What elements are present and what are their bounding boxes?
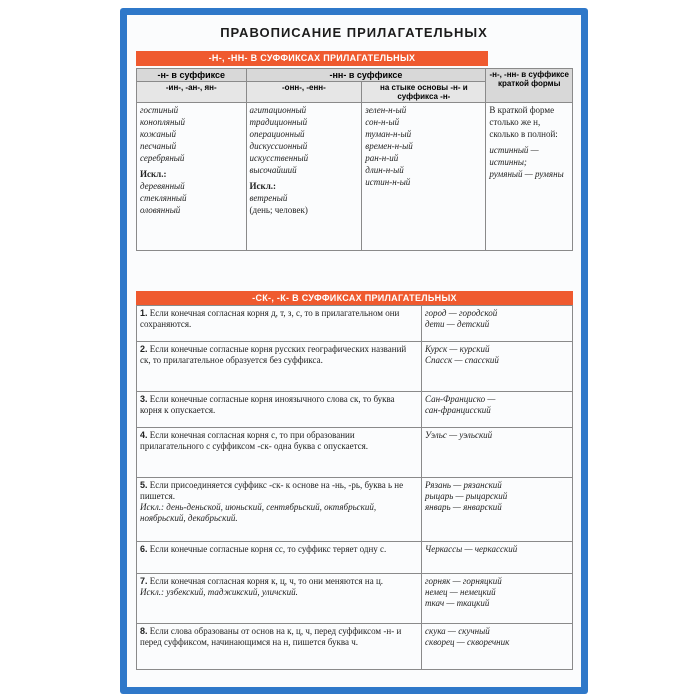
example-cell: [422, 542, 573, 574]
rule-text: Если конечная согласная корня д, т, з, с, то в прилагательном они сохраняются.: [140, 308, 400, 329]
word: высочайший: [249, 165, 297, 175]
nn-suffix-table: [136, 68, 573, 251]
table-row: [137, 624, 573, 670]
poster-sheet: [127, 15, 581, 687]
example: скворец — скворечник: [425, 637, 510, 647]
col1-cell: [137, 103, 247, 251]
section2-bar: -СК-, -К- В СУФФИКСАХ ПРИЛАГАТЕЛЬНЫХ: [136, 291, 573, 306]
example: немец — немецкий: [425, 587, 496, 597]
word: ран-н-ий: [365, 153, 399, 163]
section1-bar: -Н-, -НН- В СУФФИКСАХ ПРИЛАГАТЕЛЬНЫХ: [136, 51, 488, 66]
example-cell: [422, 428, 573, 478]
rule-number: 8.: [140, 626, 148, 636]
col1-exception-words: [140, 180, 243, 216]
col2-exceptions: [250, 180, 359, 192]
sub-header-3: на стыке основы -н- и суффикса -н-: [362, 82, 486, 103]
rule-text: Если конечная согласная корня с, то при образовании прилагательного с суффиксом -ск- одна буква с опускается.: [140, 430, 369, 451]
table-row: [137, 306, 573, 342]
example: Черкассы — черкасский: [425, 544, 518, 554]
col2-words: [250, 104, 359, 176]
example: дети — детский: [425, 319, 490, 329]
col2-exception-words: [250, 192, 359, 204]
col3-cell: [362, 103, 486, 251]
table-row: [137, 342, 573, 392]
word: дискуссионный: [249, 141, 308, 151]
example: румяный — румяны: [489, 169, 564, 179]
example: горняк — горняцкий: [425, 576, 502, 586]
col2-cell: [246, 103, 362, 251]
rule-cell: [137, 306, 422, 342]
rule-cell: [137, 478, 422, 542]
word: истин-н-ый: [365, 177, 411, 187]
example-cell: [422, 392, 573, 428]
word: ветреный: [249, 193, 288, 203]
word: традиционный: [249, 117, 308, 127]
word: операционный: [249, 129, 305, 139]
word: времен-н-ый: [365, 141, 413, 151]
example: скука — скучный: [425, 626, 490, 636]
example: Сан-Франциско —: [425, 394, 496, 404]
rule-cell: [137, 624, 422, 670]
col3-header: -н-, -нн- в суффиксе краткой формы: [486, 69, 573, 103]
sub-header-1: -ин-, -ан-, ян-: [137, 82, 247, 103]
word: агитационный: [249, 105, 307, 115]
col4-cell: [486, 103, 573, 251]
sk-suffix-table: [136, 305, 573, 670]
rule-exception: Искл.: день-деньской, июньский, сентябрьский, октябрьский, ноябрьский, декабрьский.: [140, 502, 377, 523]
example: истинный — истинны;: [489, 145, 539, 167]
example: ткач — ткацкий: [425, 598, 490, 608]
rule-number: 6.: [140, 544, 148, 554]
col4-examples: [489, 144, 569, 180]
example: город — городской: [425, 308, 498, 318]
word: конопляный: [140, 117, 185, 127]
example: январь — январский: [425, 502, 502, 512]
word: деревянный: [140, 181, 185, 191]
word: оловянный: [140, 205, 181, 215]
word: зелен-н-ый: [365, 105, 407, 115]
word: туман-н-ый: [365, 129, 412, 139]
rule-number: 5.: [140, 480, 148, 490]
col2-exception-note: (день; человек): [249, 205, 308, 215]
example: Спасск — спасский: [425, 355, 499, 365]
example-cell: [422, 574, 573, 624]
example-cell: [422, 478, 573, 542]
rule-number: 4.: [140, 430, 148, 440]
col2-header: -нн- в суффиксе: [246, 69, 486, 82]
example: сан-францисский: [425, 405, 491, 415]
table-row: [137, 542, 573, 574]
word: серебряный: [140, 153, 185, 163]
rule-cell: [137, 392, 422, 428]
example: Курск — курский: [425, 344, 490, 354]
word: стеклянный: [140, 193, 187, 203]
rule-exception: Искл.: узбекский, таджикский, уличский.: [140, 587, 298, 597]
table-row: [137, 478, 573, 542]
word: песчаный: [140, 141, 177, 151]
poster-frame: [120, 8, 588, 694]
rule-number: 1.: [140, 308, 148, 318]
rule-cell: [137, 428, 422, 478]
rule-text: Если конечные согласные корня иноязычного слова ск, то буква корня к опускается.: [140, 394, 395, 415]
example-cell: [422, 306, 573, 342]
col1-exceptions: [140, 168, 243, 180]
page-title: ПРАВОПИСАНИЕ ПРИЛАГАТЕЛЬНЫХ: [220, 25, 488, 40]
rule-number: 7.: [140, 576, 148, 586]
exception-label: Искл.:: [249, 181, 276, 191]
rule-text: Если присоединяется суффикс -ск- к основе на -нь, -рь, буква ь не пишется.: [140, 480, 404, 501]
word: кожаный: [140, 129, 176, 139]
sub-header-2: -онн-, -енн-: [246, 82, 362, 103]
example: Уэльс — уэльский: [425, 430, 493, 440]
rule-text: Если конечные согласные корня сс, то суффикс теряет одну с.: [149, 544, 387, 554]
table-row: [137, 574, 573, 624]
col4-text: В краткой форме столько же н, сколько в полной:: [489, 105, 558, 139]
rule-text: Если слова образованы от основ на к, ц, ч, перед суффиксом -н- и перед суффиксом, начинающимся на н, пишется буква ч.: [140, 626, 402, 647]
example: Рязань — рязанский: [425, 480, 502, 490]
example-cell: [422, 342, 573, 392]
exception-label: Искл.:: [140, 169, 167, 179]
table-row: [137, 428, 573, 478]
col1-words: [140, 104, 243, 164]
table-row: [137, 392, 573, 428]
example-cell: [422, 624, 573, 670]
word: длин-н-ый: [365, 165, 404, 175]
example: рыцарь — рыцарский: [425, 491, 508, 501]
rule-cell: [137, 574, 422, 624]
rule-cell: [137, 342, 422, 392]
word: гостиный: [140, 105, 179, 115]
rule-text: Если конечная согласная корня к, ц, ч, то они меняются на ц.: [149, 576, 384, 586]
rule-number: 3.: [140, 394, 148, 404]
word: искусственный: [249, 153, 309, 163]
rule-number: 2.: [140, 344, 148, 354]
col1-header: -н- в суффиксе: [137, 69, 247, 82]
rule-cell: [137, 542, 422, 574]
col3-words: [365, 104, 482, 188]
rule-text: Если конечные согласные корня русских географических названий ск, то прилагательное образуется без суффикса.: [140, 344, 407, 365]
word: сон-н-ый: [365, 117, 400, 127]
